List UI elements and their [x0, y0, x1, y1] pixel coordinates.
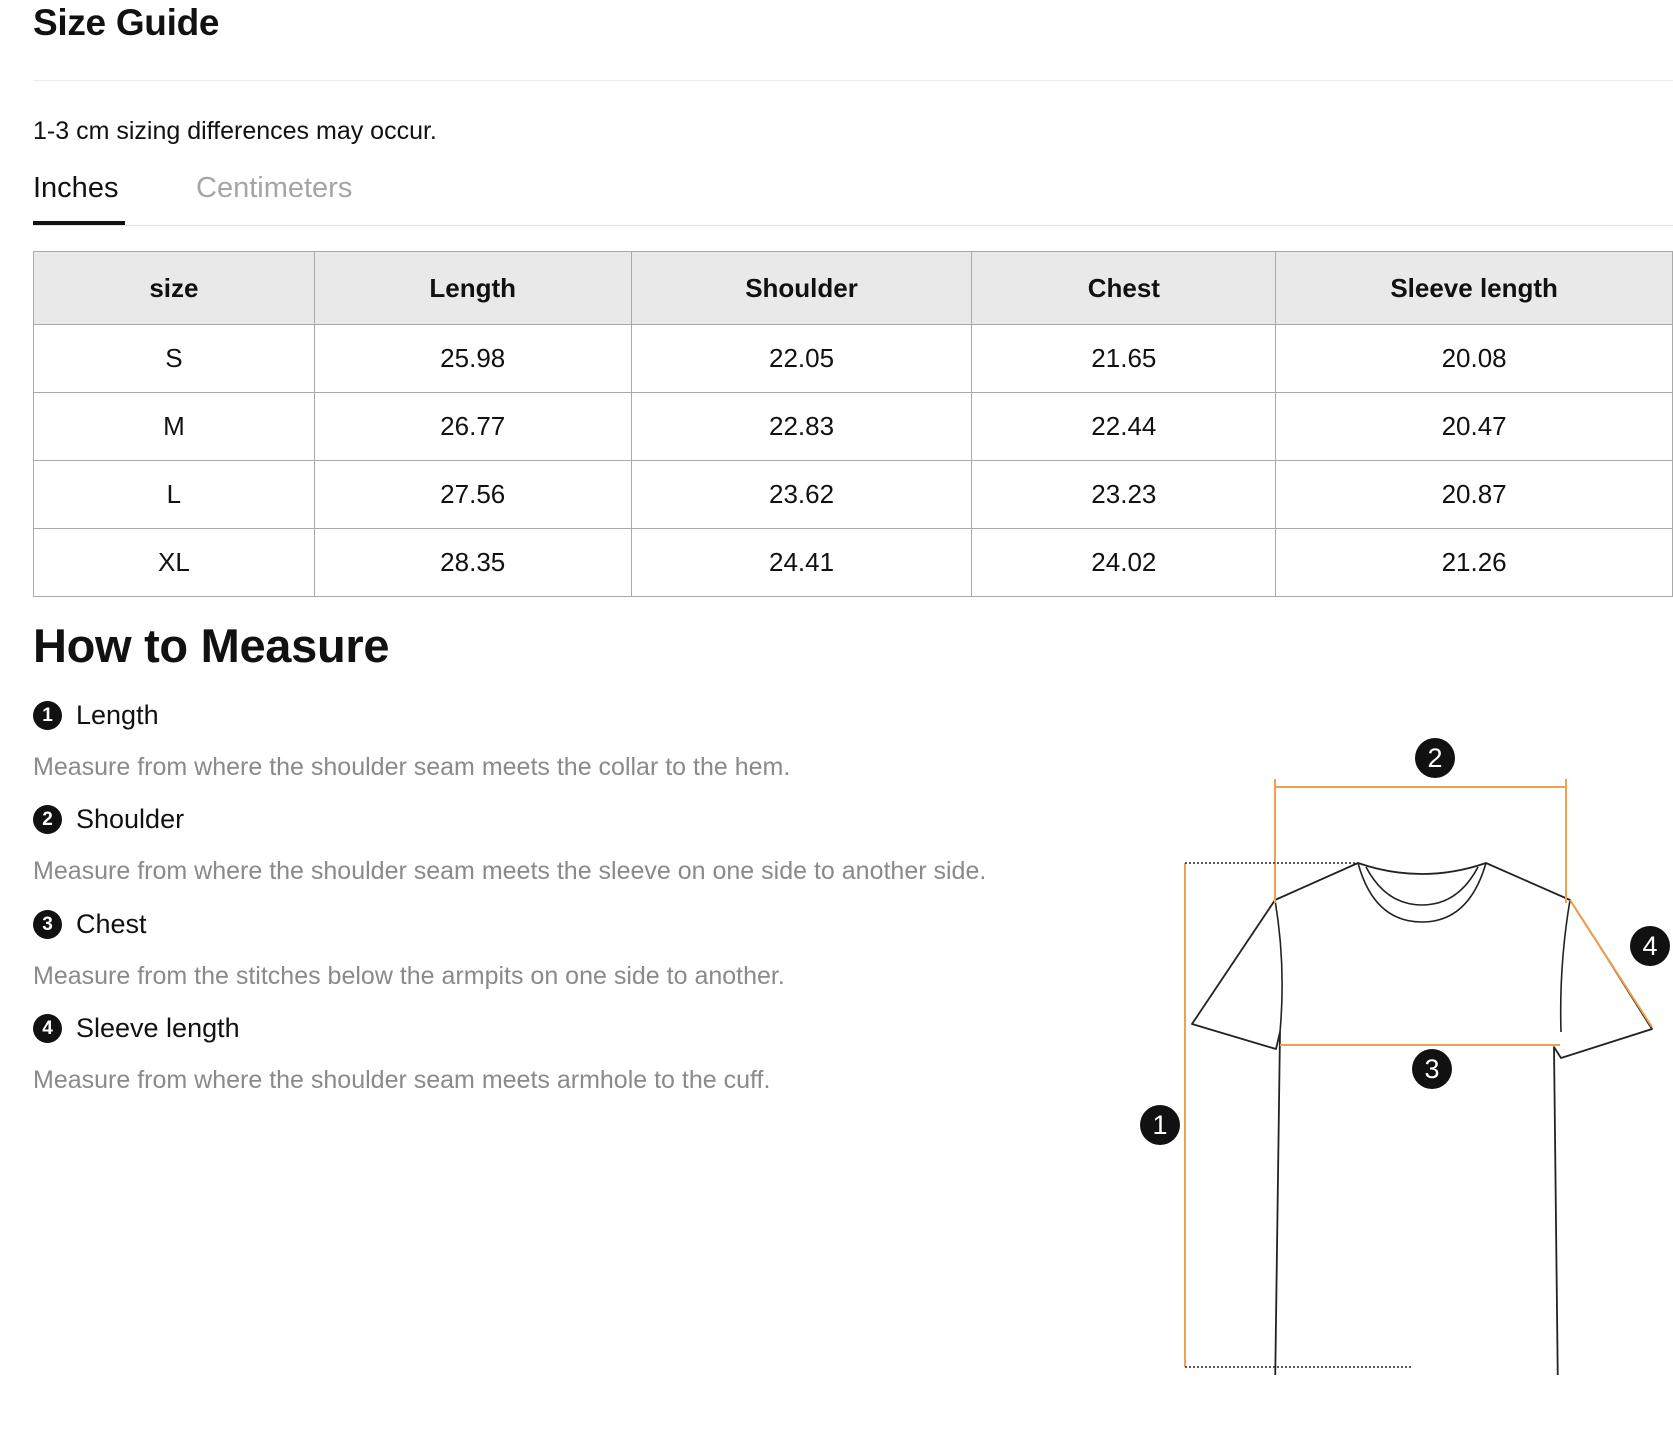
step-description: Measure from where the shoulder seam meets the sleeve on one side to another side.: [33, 857, 987, 885]
table-cell: 28.35: [314, 529, 631, 597]
column-header-shoulder: Shoulder: [631, 252, 972, 325]
table-cell: 25.98: [314, 325, 631, 393]
step-length: [33, 700, 159, 731]
table-cell: 22.83: [631, 393, 972, 461]
sizing-notice: 1-3 cm sizing differences may occur.: [33, 117, 437, 145]
svg-text:1: 1: [1152, 1110, 1168, 1140]
table-cell: 22.44: [972, 393, 1276, 461]
svg-text:2: 2: [1427, 743, 1443, 773]
size-table: [33, 251, 1673, 597]
column-header-size: size: [34, 252, 315, 325]
t-shirt-body-icon: [1192, 863, 1652, 1375]
step-number-badge: 3: [33, 910, 62, 939]
tab-centimeters[interactable]: Centimeters: [196, 172, 353, 204]
table-row: [34, 529, 1673, 597]
marker-2-icon: [1415, 738, 1455, 778]
step-description: Measure from where the shoulder seam meets the collar to the hem.: [33, 753, 791, 781]
table-cell: 20.08: [1276, 325, 1673, 393]
column-header-chest: Chest: [972, 252, 1276, 325]
table-cell: 23.23: [972, 461, 1276, 529]
table-cell: 20.87: [1276, 461, 1673, 529]
t-shirt-measurement-diagram: [1130, 735, 1673, 1375]
marker-4-icon: [1630, 926, 1670, 966]
column-header-sleeve-length: Sleeve length: [1276, 252, 1673, 325]
svg-text:3: 3: [1424, 1054, 1440, 1084]
table-cell: 23.62: [631, 461, 972, 529]
table-cell: S: [34, 325, 315, 393]
table-cell: 21.65: [972, 325, 1276, 393]
table-cell: M: [34, 393, 315, 461]
page-title: Size Guide: [33, 2, 220, 43]
table-cell: 26.77: [314, 393, 631, 461]
step-name: Length: [76, 700, 159, 730]
active-tab-indicator: [33, 221, 125, 225]
header-divider: [33, 80, 1673, 81]
step-chest: [33, 909, 147, 940]
step-number-badge: 4: [33, 1014, 62, 1043]
step-number-badge: 1: [33, 701, 62, 730]
table-cell: 24.41: [631, 529, 972, 597]
table-cell: 21.26: [1276, 529, 1673, 597]
table-cell: 24.02: [972, 529, 1276, 597]
how-to-measure-title: How to Measure: [33, 619, 390, 672]
table-row: [34, 461, 1673, 529]
marker-1-icon: [1140, 1105, 1180, 1145]
table-cell: 20.47: [1276, 393, 1673, 461]
table-cell: 22.05: [631, 325, 972, 393]
step-name: Shoulder: [76, 804, 185, 834]
step-name: Chest: [76, 909, 147, 939]
table-row: [34, 325, 1673, 393]
table-cell: XL: [34, 529, 315, 597]
step-description: Measure from the stitches below the armpits on one side to another.: [33, 962, 785, 990]
table-cell: L: [34, 461, 315, 529]
svg-text:4: 4: [1642, 931, 1658, 961]
unit-tabs: [33, 168, 1673, 226]
table-header-row: [34, 252, 1673, 325]
marker-3-icon: [1412, 1049, 1452, 1089]
table-cell: 27.56: [314, 461, 631, 529]
step-number-badge: 2: [33, 805, 62, 834]
column-header-length: Length: [314, 252, 631, 325]
tab-inches[interactable]: Inches: [33, 172, 119, 204]
step-name: Sleeve length: [76, 1013, 240, 1043]
step-shoulder: [33, 804, 184, 835]
table-row: [34, 393, 1673, 461]
step-description: Measure from where the shoulder seam meets armhole to the cuff.: [33, 1066, 771, 1094]
step-sleeve-length: [33, 1013, 240, 1044]
